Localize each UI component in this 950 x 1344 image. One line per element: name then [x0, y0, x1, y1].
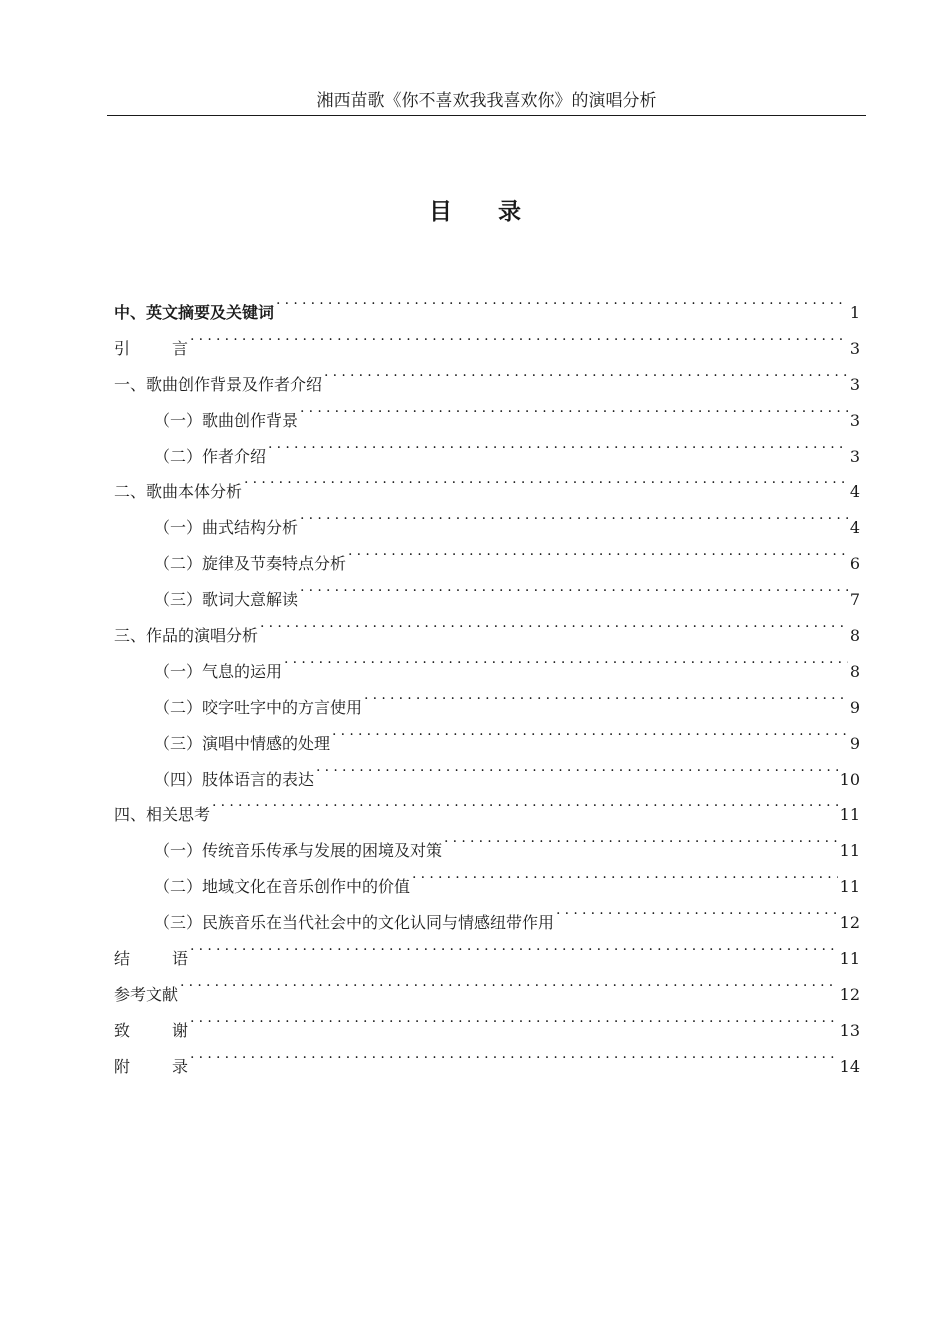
toc-entry-page: 11 — [839, 841, 860, 861]
toc-leader-dots — [348, 533, 848, 569]
toc-entry-label: 参考文献 — [114, 984, 179, 1004]
toc-entry-page: 3 — [849, 374, 860, 394]
toc-entry-label-part: 语 — [172, 949, 189, 969]
toc-entry-conclusion[interactable] — [114, 928, 860, 969]
toc-leader-dots — [276, 282, 848, 318]
toc-leader-dots — [300, 497, 848, 533]
toc-entry-label: （二）作者介绍 — [154, 446, 267, 466]
toc-entry-page: 14 — [839, 1056, 860, 1076]
toc-entry-label: （二）旋律及节奏特点分析 — [154, 554, 347, 574]
toc-entry-label: （三）民族音乐在当代社会中的文化认同与情感纽带作用 — [154, 913, 555, 933]
toc-leader-dots — [190, 1036, 838, 1072]
toc-entry-page: 4 — [849, 518, 860, 538]
toc-entry-label — [114, 331, 188, 367]
toc-entry-page: 4 — [849, 482, 860, 502]
toc-entry-page: 11 — [839, 877, 860, 897]
toc-leader-dots — [284, 641, 848, 677]
toc-leader-dots — [324, 354, 848, 390]
toc-entry-label: 二、歌曲本体分析 — [114, 482, 243, 502]
toc-entry-label — [114, 1049, 188, 1085]
toc-leader-dots — [332, 713, 848, 749]
toc-entry-appendix[interactable] — [114, 1036, 860, 1076]
table-of-contents — [114, 282, 860, 1076]
toc-entry-label: （一）歌曲创作背景 — [154, 410, 299, 430]
toc-entry-page: 13 — [839, 1020, 860, 1040]
toc-entry-label: （二）咬字吐字中的方言使用 — [154, 697, 363, 717]
toc-leader-dots — [444, 820, 838, 856]
toc-entry-page: 1 — [849, 303, 860, 322]
toc-entry-acknowledgements[interactable] — [114, 1000, 860, 1040]
toc-leader-dots — [260, 605, 848, 641]
toc-entry-label: （三）歌词大意解读 — [154, 590, 299, 610]
toc-entry-page: 3 — [849, 446, 860, 466]
toc-entry-label: 中、英文摘要及关键词 — [114, 303, 275, 322]
toc-title-char-1: 目 — [429, 198, 452, 225]
header-rule — [107, 115, 866, 116]
toc-entry-label: 一、歌曲创作背景及作者介绍 — [114, 374, 323, 394]
toc-entry-section-1[interactable] — [114, 354, 860, 394]
toc-leader-dots — [316, 749, 838, 785]
toc-entry-page: 3 — [849, 410, 860, 430]
toc-entry-section-4-1[interactable] — [114, 820, 860, 861]
toc-entry-page: 11 — [839, 949, 860, 969]
toc-entry-page: 8 — [849, 661, 860, 681]
toc-entry-page: 11 — [839, 805, 860, 825]
toc-entry-page: 9 — [849, 733, 860, 753]
toc-leader-dots — [300, 569, 848, 605]
toc-entry-label: （四）肢体语言的表达 — [154, 769, 315, 789]
toc-leader-dots — [190, 1000, 838, 1036]
toc-entry-label: （一）气息的运用 — [154, 661, 283, 681]
toc-entry-page: 3 — [849, 338, 860, 358]
toc-entry-label-part: 谢 — [172, 1020, 189, 1040]
toc-entry-label: 四、相关思考 — [114, 805, 211, 825]
toc-entry-label-part: 言 — [172, 338, 189, 358]
toc-entry-label-part: 致 — [114, 1020, 131, 1040]
toc-entry-page: 8 — [849, 626, 860, 646]
toc-entry-label-part: 附 — [114, 1056, 131, 1076]
toc-entry-introduction[interactable] — [114, 318, 860, 358]
toc-entry-label: 三、作品的演唱分析 — [114, 626, 259, 646]
toc-entry-label: （三）演唱中情感的处理 — [154, 733, 331, 753]
running-header: 湘西苗歌《你不喜欢我我喜欢你》的演唱分析 — [316, 91, 657, 111]
toc-entry-label — [114, 1013, 188, 1049]
toc-entry-label: （二）地域文化在音乐创作中的价值 — [154, 877, 411, 897]
toc-entry-label-part: 结 — [114, 949, 131, 969]
toc-leader-dots — [180, 964, 838, 1000]
toc-entry-page: 6 — [849, 554, 860, 574]
toc-entry-page: 9 — [849, 697, 860, 717]
toc-entry-label — [114, 941, 188, 977]
toc-leader-dots — [190, 318, 848, 354]
toc-entry-references[interactable] — [114, 964, 860, 1004]
toc-leader-dots — [364, 677, 848, 713]
toc-leader-dots — [244, 461, 848, 497]
toc-entry-section-4[interactable] — [114, 784, 860, 825]
toc-entry-page: 7 — [849, 590, 860, 610]
toc-entry-page: 12 — [839, 913, 860, 933]
toc-title-char-2: 录 — [498, 198, 521, 225]
toc-leader-dots — [190, 928, 838, 964]
toc-leader-dots — [556, 892, 838, 928]
toc-entry-label: （一）传统音乐传承与发展的困境及对策 — [154, 841, 443, 861]
toc-leader-dots — [300, 390, 848, 426]
toc-entry-label-part: 录 — [172, 1056, 189, 1076]
toc-entry-page: 10 — [839, 769, 860, 789]
toc-entry-label: （一）曲式结构分析 — [154, 518, 299, 538]
toc-leader-dots — [412, 856, 838, 892]
toc-leader-dots — [268, 426, 848, 462]
toc-title — [0, 195, 950, 229]
toc-leader-dots — [212, 784, 838, 820]
toc-entry-abstract[interactable] — [114, 282, 860, 322]
toc-entry-page: 12 — [839, 984, 860, 1004]
toc-entry-label-part: 引 — [114, 338, 131, 358]
